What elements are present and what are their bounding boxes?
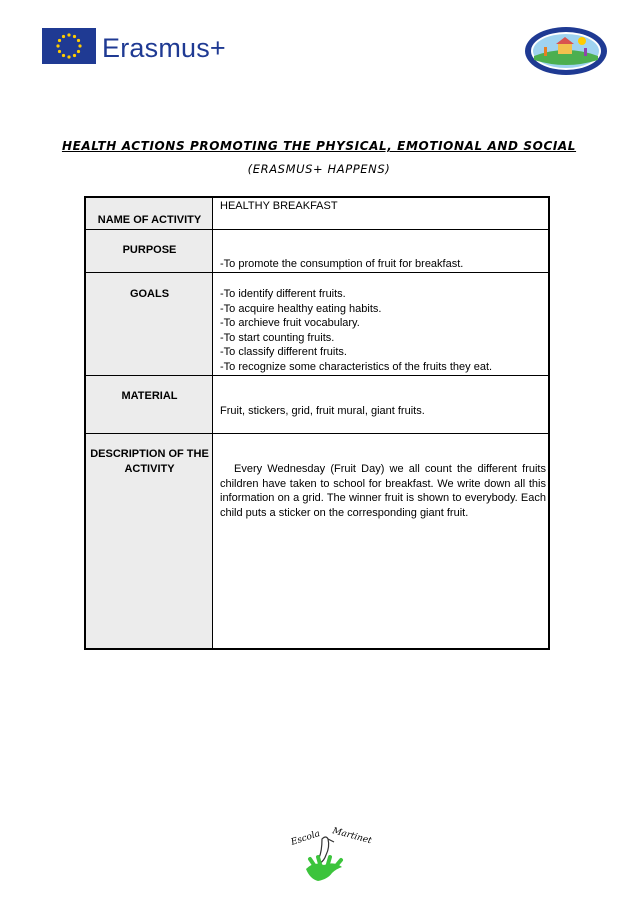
row-value bbox=[220, 376, 546, 433]
goals-list bbox=[220, 287, 546, 374]
program-name: Erasmus+ bbox=[102, 33, 226, 63]
row-label bbox=[86, 376, 213, 433]
table-row-purpose bbox=[86, 230, 548, 273]
row-value bbox=[220, 198, 546, 229]
logo-text-2: Martinet bbox=[331, 826, 373, 847]
goal-item: -To archieve fruit vocabulary. bbox=[220, 317, 360, 329]
eu-flag-icon bbox=[42, 28, 96, 64]
row-value bbox=[220, 230, 546, 272]
row-label-text: NAME OF ACTIVITY bbox=[97, 214, 202, 226]
school-badge-icon bbox=[524, 26, 608, 76]
goal-item: -To identify different fruits. bbox=[220, 288, 346, 300]
row-label-text: GOALS bbox=[129, 288, 170, 300]
goal-item: -To classify different fruits. bbox=[220, 346, 347, 358]
table-row-goals bbox=[86, 273, 548, 376]
document-title: HEALTH ACTIONS PROMOTING THE PHYSICAL, EMOTIONAL AND SOCIAL bbox=[61, 139, 577, 153]
table-row-name bbox=[86, 198, 548, 230]
row-label-text: MATERIAL bbox=[121, 390, 178, 402]
row-label bbox=[86, 198, 213, 229]
row-label bbox=[86, 434, 213, 648]
activity-name: HEALTHY BREAKFAST bbox=[220, 200, 338, 212]
goal-item: -To acquire healthy eating habits. bbox=[220, 302, 382, 315]
activity-table bbox=[84, 196, 550, 650]
purpose-text: -To promote the consumption of fruit for breakfast. bbox=[220, 258, 464, 270]
row-value bbox=[220, 273, 546, 375]
row-label bbox=[86, 273, 213, 375]
row-label bbox=[86, 230, 213, 272]
goal-item: -To recognize some characteristics of the fruits they eat. bbox=[220, 360, 493, 373]
table-row-description bbox=[86, 434, 548, 648]
label-line: DESCRIPTION OF THE bbox=[90, 448, 209, 460]
description-text: Every Wednesday (Fruit Day) we all count the different fruits children have taken to school for breakfast. We write down all this information on a grid. The winner fruit is shown to everybody. Each child puts a sticker on the corresponding giant fruit. bbox=[220, 463, 546, 519]
material-text: Fruit, stickers, grid, fruit mural, giant fruits. bbox=[220, 405, 425, 417]
table-row-material bbox=[86, 376, 548, 434]
label-line: ACTIVITY bbox=[124, 463, 175, 475]
row-value bbox=[220, 434, 546, 648]
row-label-text bbox=[86, 447, 213, 477]
document-subtitle: (ERASMUS+ HAPPENS) bbox=[247, 162, 391, 176]
goal-item: -To start counting fruits. bbox=[220, 331, 335, 344]
logo-text-1: Escola bbox=[289, 829, 322, 848]
bird-hand-logo-icon bbox=[284, 825, 373, 885]
row-label-text: PURPOSE bbox=[122, 244, 177, 256]
